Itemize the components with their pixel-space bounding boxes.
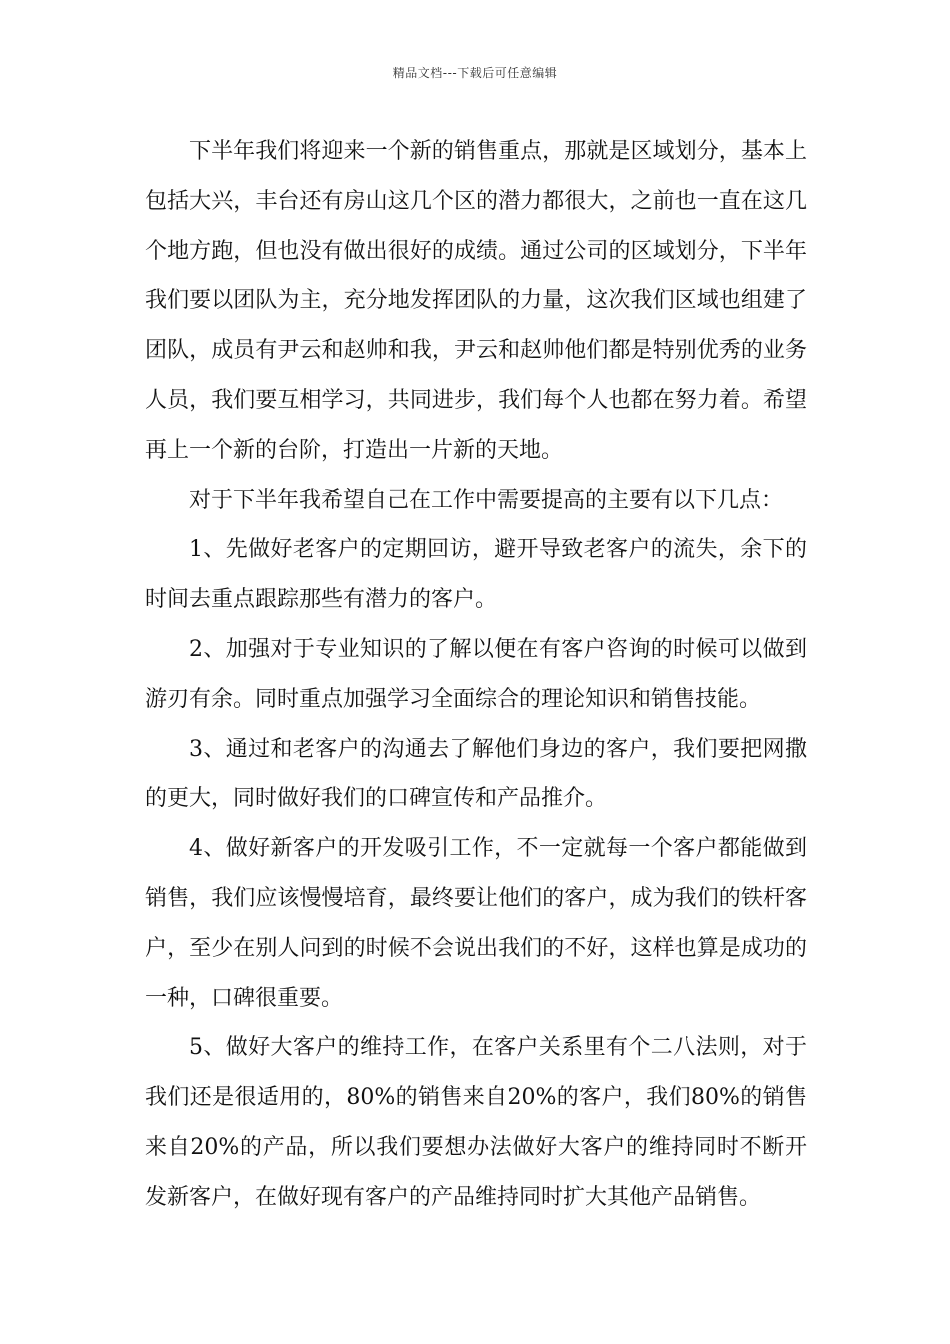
page-header: 精品文档---下载后可任意编辑 [392,66,558,80]
paragraph-point-4: 4、做好新客户的开发吸引工作，不一定就每一个客户都能做到销售，我们应该慢慢培育，最终要让他们的客户，成为我们的铁杆客户，至少在别人问到的时候不会说出我们的不好，这样也算是成功的一种，口碑很重要。 [145,836,807,1011]
paragraph-point-3: 3、通过和老客户的沟通去了解他们身边的客户，我们要把网撒的更大，同时做好我们的口碑宣传和产品推介。 [145,736,807,812]
paragraph-point-5: 5、做好大客户的维持工作，在客户关系里有个二八法则，对于我们还是很适用的，80%的销售来自20%的客户，我们80%的销售来自20%的产品，所以我们要想办法做好大客户的维持同时不断开发新客户，在做好现有客户的产品维持同时扩大其他产品销售。 [145,1035,807,1210]
paragraph-point-2: 2、加强对于专业知识的了解以便在有客户咨询的时候可以做到游刃有余。同时重点加强学习全面综合的理论知识和销售技能。 [145,636,807,712]
paragraph-sales-focus: 下半年我们将迎来一个新的销售重点，那就是区域划分，基本上包括大兴，丰台还有房山这几个区的潜力都很大，之前也一直在这几个地方跑，但也没有做出很好的成绩。通过公司的区域划分，下半年我们要以团队为主，充分地发挥团队的力量，这次我们区域也组建了团队，成员有尹云和赵帅和我，尹云和赵帅他们都是特别优秀的业务人员，我们要互相学习，共同进步，我们每个人也都在努力着。希望再上一个新的台阶，打造出一片新的天地。 [145,139,807,463]
paragraph-point-1: 1、先做好老客户的定期回访，避开导致老客户的流失，余下的时间去重点跟踪那些有潜力的客户。 [145,537,807,613]
document-body [145,127,807,1223]
paragraph-improvement-intro: 对于下半年我希望自己在工作中需要提高的主要有以下几点： [189,487,784,513]
